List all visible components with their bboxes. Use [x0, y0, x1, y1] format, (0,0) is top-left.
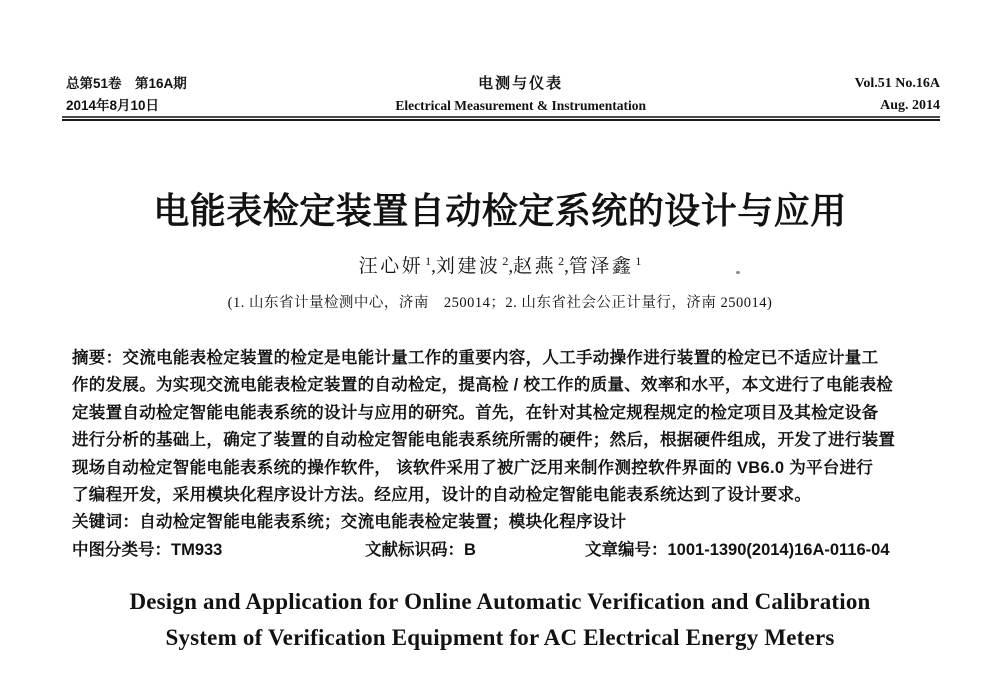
author-separator: ,: [431, 256, 436, 277]
author-3: [513, 253, 565, 277]
scan-artifact-dot: [736, 271, 740, 274]
author-2-name: 刘建波: [435, 256, 501, 277]
abstract-block: [72, 345, 938, 537]
journal-name-cn: 电测与仪表: [478, 75, 564, 92]
abstract-line: 摘要：交流电能表检定装置的检定是电能计量工作的重要内容，人工手动操作进行装置的检定已不适应计量工: [72, 349, 879, 367]
author-4: [568, 253, 642, 277]
author-1: [358, 253, 432, 277]
author-4-name: 管泽鑫: [568, 256, 634, 277]
divider-rule-bottom: [62, 119, 940, 121]
author-1-name: 汪心妍: [358, 256, 424, 277]
article-title-en: [0, 584, 1000, 655]
author-2: [435, 253, 509, 277]
volume-issue-cn: 总第51卷 第16A期: [66, 76, 187, 91]
masthead-right: [855, 73, 940, 117]
article-title-cn: 电能表检定装置自动检定系统的设计与应用: [153, 190, 847, 231]
article-number: 文章编号：1001-1390(2014)16A-0116-04: [585, 541, 890, 559]
masthead-left: [66, 73, 187, 117]
clc-number: 中图分类号：TM933: [72, 541, 223, 559]
author-2-affiliation-mark: 2: [502, 253, 509, 268]
journal-masthead: [66, 73, 940, 117]
author-separator: ,: [508, 256, 514, 277]
abstract-line: 作的发展。为实现交流电能表检定装置的自动检定，提高检 / 校工作的质量、效率和水平，本文进行了电能表检: [72, 376, 894, 395]
document-code: 文献标识码：B: [365, 541, 476, 559]
masthead-divider-rule: [62, 116, 940, 121]
abstract-line: 了编程开发，采用模块化程序设计方法。经应用，设计的自动检定智能电能表系统达到了设计要求。: [72, 486, 812, 505]
author-separator: ,: [564, 256, 569, 277]
affiliation-line: (1. 山东省计量检测中心，济南 250014；2. 山东省社会公正计量行，济南 250014): [227, 295, 773, 311]
volume-issue-en: Vol.51 No.16A: [854, 76, 940, 91]
journal-name-en: Electrical Measurement & Instrumentation: [395, 98, 646, 113]
author-list: [0, 251, 1000, 278]
keywords-line: 关键词：自动检定智能电能表系统；交流电能表检定装置；模块化程序设计: [72, 513, 627, 532]
abstract-line: 现场自动检定智能电能表系统的操作软件， 该软件采用了被广泛用来制作测控软件界面的 VB6.0 为平台进行: [72, 458, 874, 477]
article-title-en-line1: Design and Application for Online Automatic Verification and Calibration: [129, 589, 871, 614]
author-1-affiliation-mark: 1: [425, 253, 432, 268]
publish-date-en: Aug. 2014: [880, 98, 940, 113]
author-3-name: 赵燕: [513, 256, 557, 277]
abstract-line: 定装置自动检定智能电能表系统的设计与应用的研究。首先，在针对其检定规程规定的检定项目及其检定设备: [72, 403, 879, 422]
author-4-affiliation-mark: 1: [635, 253, 642, 268]
divider-rule-top: [62, 116, 940, 118]
masthead-center: [395, 73, 646, 117]
author-3-affiliation-mark: 2: [558, 253, 565, 268]
classification-row: [72, 536, 938, 558]
article-title-en-line2: System of Verification Equipment for AC Electrical Energy Meters: [165, 624, 835, 650]
publish-date-cn: 2014年8月10日: [66, 98, 160, 113]
abstract-line: 进行分析的基础上，确定了装置的自动检定智能电能表系统所需的硬件；然后，根据硬件组成，开发了进行装置: [72, 431, 896, 450]
